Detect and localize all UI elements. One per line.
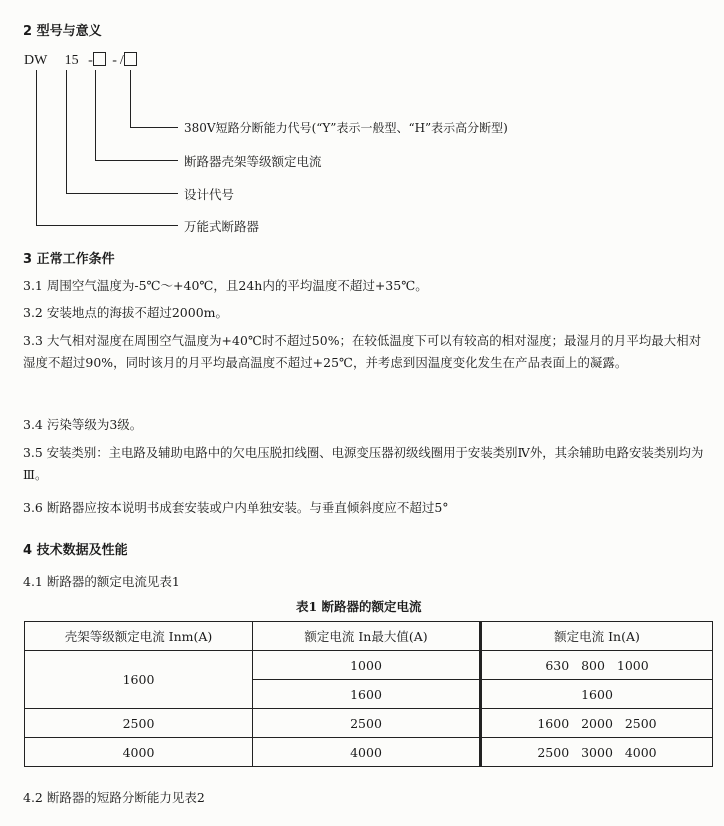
- model-series: 15: [64, 53, 79, 68]
- section-3-heading: 3 正常工作条件: [23, 252, 115, 267]
- table-cell-frame: 1600: [25, 651, 253, 709]
- legend-design-code: 设计代号: [184, 187, 235, 202]
- breaking-capacity-box: [124, 52, 137, 66]
- table-header: 壳架等级额定电流 Inm(A): [25, 622, 253, 651]
- table-cell-frame: 2500: [25, 709, 253, 738]
- bracket-line-series: [66, 70, 67, 194]
- table-header: 额定电流 In最大值(A): [253, 622, 481, 651]
- condition-3-2: 3.2 安装地点的海拔不超过2000m。: [23, 305, 229, 320]
- table-cell-max: 1600: [253, 680, 481, 709]
- legend-capacity: 380V短路分断能力代号(“Y”表示一般型、“H”表示高分断型): [184, 121, 508, 135]
- rated-current-table: [24, 621, 713, 767]
- table-cell-max: 1000: [253, 651, 481, 680]
- table-1-caption: 表1 断路器的额定电流: [296, 599, 422, 614]
- bracket-line-frame: [95, 70, 96, 161]
- table-cell-rated: 1600 2000 2500: [481, 709, 713, 738]
- model-separator: -: [88, 53, 93, 68]
- table-row: [25, 651, 713, 680]
- legend-breaker-type: 万能式断路器: [184, 219, 260, 234]
- bracket-line-frame-h: [95, 160, 178, 161]
- condition-3-6: 3.6 断路器应按本说明书成套安装或户内单独安装。与垂直倾斜度应不超过5°: [23, 500, 449, 515]
- section-4-heading: 4 技术数据及性能: [23, 543, 128, 558]
- model-separator: -: [112, 53, 117, 68]
- bracket-line-prefix-h: [36, 225, 178, 226]
- condition-3-4: 3.4 污染等级为3级。: [23, 417, 143, 432]
- table-header-row: [25, 622, 713, 651]
- table-row: [25, 738, 713, 767]
- bracket-line-capacity: [130, 70, 131, 128]
- table-cell-rated: 2500 3000 4000: [481, 738, 713, 767]
- item-4-1: 4.1 断路器的额定电流见表1: [23, 574, 180, 589]
- table-header: 额定电流 In(A): [481, 622, 713, 651]
- table-cell-max: 4000: [253, 738, 481, 767]
- table-cell-rated: 630 800 1000: [481, 651, 713, 680]
- condition-3-1: 3.1 周围空气温度为-5℃～+40℃，且24h内的平均温度不超过+35℃。: [23, 278, 428, 293]
- table-cell-max: 2500: [253, 709, 481, 738]
- table-cell-rated: 1600: [481, 680, 713, 709]
- frame-current-box: [93, 52, 106, 66]
- condition-3-5: 3.5 安装类别：主电路及辅助电路中的欠电压脱扣线圈、电源变压器初级线圈用于安装类别Ⅳ外，其余辅助电路安装类别均为Ⅲ。: [23, 445, 704, 482]
- table-row: [25, 709, 713, 738]
- bracket-line-prefix: [36, 70, 37, 226]
- model-prefix: DW: [24, 53, 48, 68]
- table-cell-frame: 4000: [25, 738, 253, 767]
- bracket-line-capacity-h: [130, 127, 178, 128]
- bracket-line-series-h: [66, 193, 178, 194]
- model-slash: /: [119, 53, 124, 68]
- section-2-heading: 2 型号与意义: [23, 24, 102, 39]
- item-4-2: 4.2 断路器的短路分断能力见表2: [23, 790, 205, 805]
- legend-frame-current: 断路器壳架等级额定电流: [184, 154, 322, 169]
- condition-3-3: 3.3 大气相对湿度在周围空气温度为+40℃时不超过50%；在较低温度下可以有较高的相对湿度；最湿月的月平均最大相对湿度不超过90%，同时该月的月平均最高温度不超过+25℃，并考虑到因温度变化发生在产品表面上的凝露。: [23, 333, 702, 370]
- model-code: [24, 52, 137, 69]
